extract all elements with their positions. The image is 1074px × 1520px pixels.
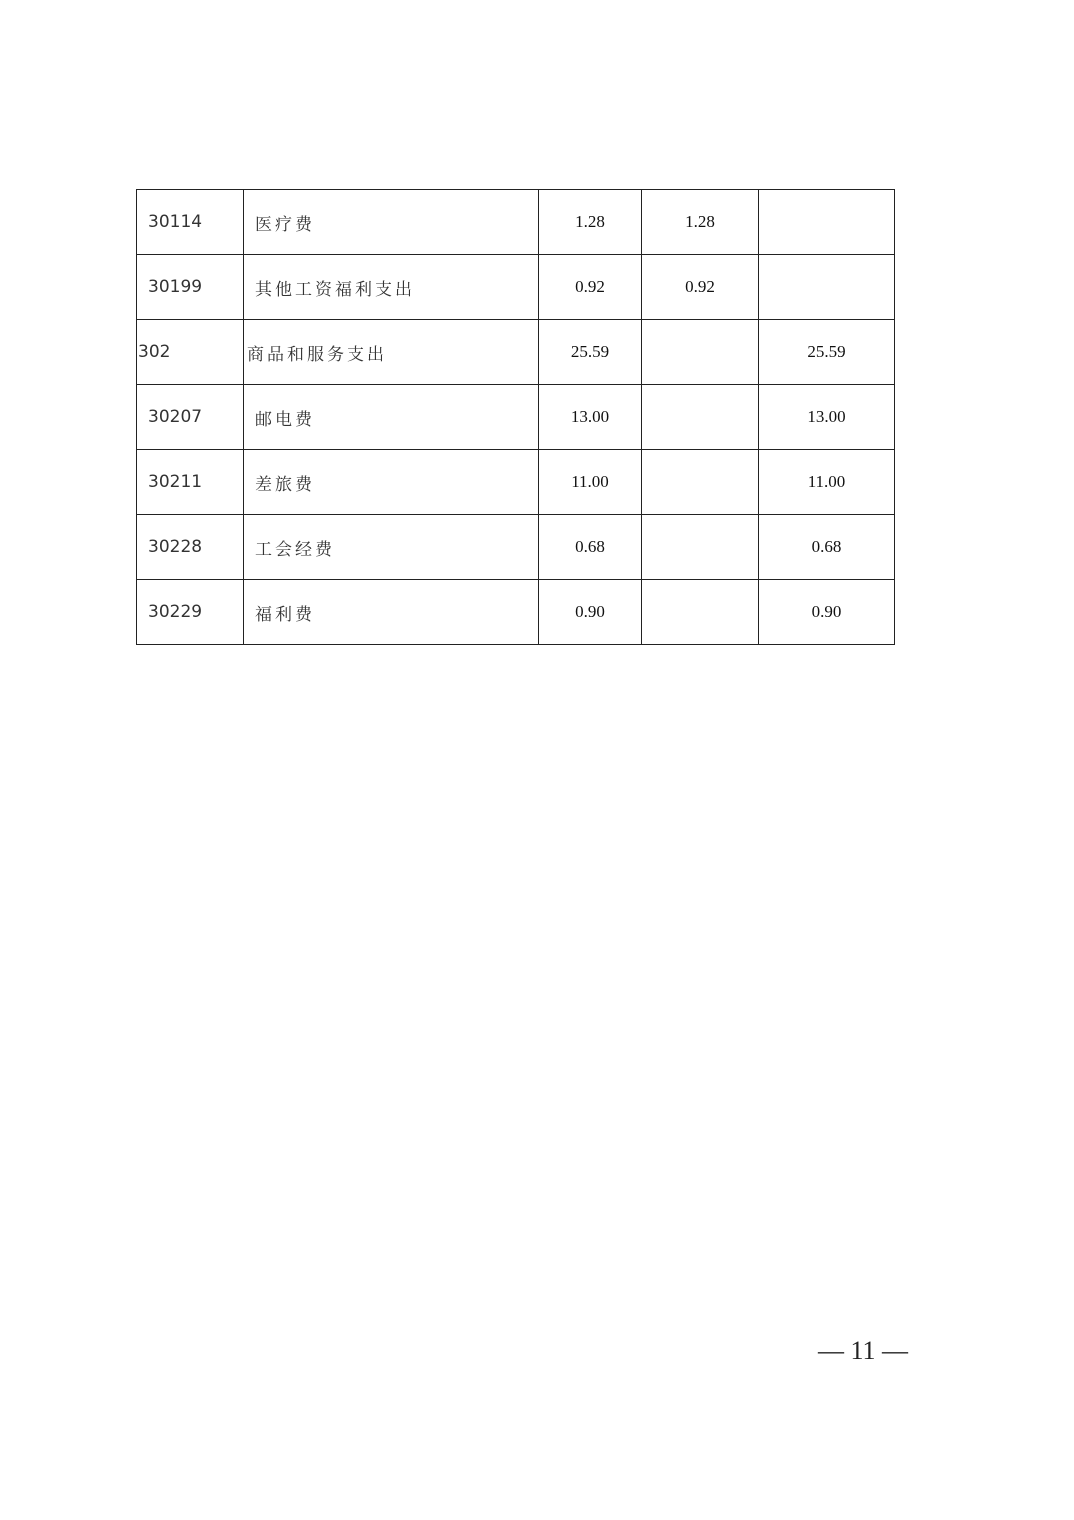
total-amount-cell: 1.28 — [539, 190, 642, 255]
project-expense-cell: 25.59 — [759, 320, 895, 385]
table-row — [137, 190, 895, 255]
table-row — [137, 580, 895, 645]
total-amount-cell: 0.68 — [539, 515, 642, 580]
account-code-cell: 30211 — [137, 450, 244, 515]
project-expense-cell: 11.00 — [759, 450, 895, 515]
total-amount-cell: 25.59 — [539, 320, 642, 385]
total-amount-cell: 11.00 — [539, 450, 642, 515]
total-amount-cell: 0.92 — [539, 255, 642, 320]
basic-expense-cell: 1.28 — [642, 190, 759, 255]
basic-expense-cell: 0.92 — [642, 255, 759, 320]
account-code-cell: 30207 — [137, 385, 244, 450]
account-code-cell: 30199 — [137, 255, 244, 320]
account-code-cell: 30229 — [137, 580, 244, 645]
account-name-cell: 医疗费 — [244, 190, 539, 255]
basic-expense-cell — [642, 320, 759, 385]
account-name-cell: 福利费 — [244, 580, 539, 645]
account-name-cell: 工会经费 — [244, 515, 539, 580]
table-row — [137, 255, 895, 320]
basic-expense-cell — [642, 385, 759, 450]
project-expense-cell: 13.00 — [759, 385, 895, 450]
project-expense-cell — [759, 255, 895, 320]
basic-expense-cell — [642, 580, 759, 645]
account-name-cell: 邮电费 — [244, 385, 539, 450]
account-name-cell: 商品和服务支出 — [244, 320, 539, 385]
budget-table — [136, 189, 895, 645]
total-amount-cell: 0.90 — [539, 580, 642, 645]
project-expense-cell: 0.90 — [759, 580, 895, 645]
account-code-cell: 30228 — [137, 515, 244, 580]
basic-expense-cell — [642, 515, 759, 580]
project-expense-cell — [759, 190, 895, 255]
account-name-cell: 差旅费 — [244, 450, 539, 515]
page-number: — 11 — — [818, 1336, 909, 1365]
table-row — [137, 385, 895, 450]
table-row — [137, 320, 895, 385]
total-amount-cell: 13.00 — [539, 385, 642, 450]
account-code-cell: 30114 — [137, 190, 244, 255]
account-name-cell: 其他工资福利支出 — [244, 255, 539, 320]
table-row — [137, 515, 895, 580]
project-expense-cell: 0.68 — [759, 515, 895, 580]
budget-table-body — [137, 190, 895, 645]
basic-expense-cell — [642, 450, 759, 515]
account-code-cell: 302 — [137, 320, 244, 385]
table-row — [137, 450, 895, 515]
